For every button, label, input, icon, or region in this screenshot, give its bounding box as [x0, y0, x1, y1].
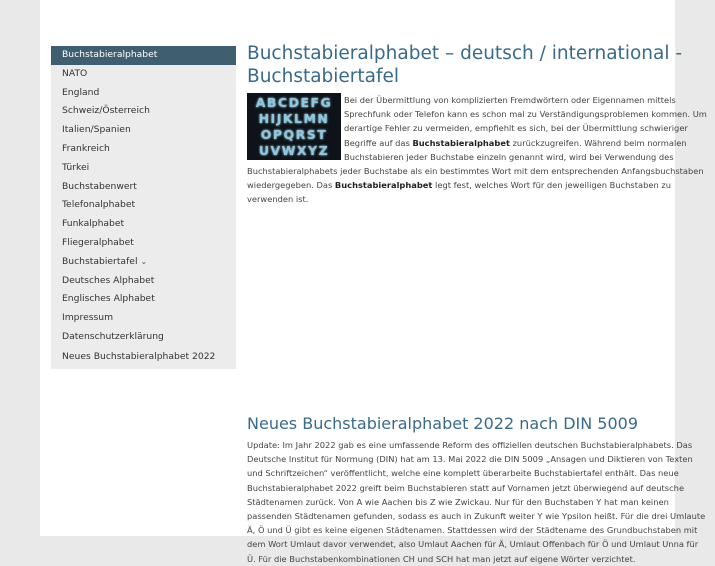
sidebar-item-label: England — [62, 86, 100, 98]
page-title: Buchstabieralphabet – deutsch / international - Buchstabiertafel — [247, 43, 683, 87]
intro-bold-1: Buchstabieralphabet — [412, 137, 510, 148]
sidebar-item-label: Schweiz/Österreich — [62, 105, 150, 117]
page-container — [40, 0, 707, 564]
section-title: Neues Buchstabieralphabet 2022 nach DIN 5009 — [247, 414, 639, 433]
sidebar-item-label: Buchstabiertafel — [62, 255, 138, 267]
sidebar-item-label: Italien/Spanien — [62, 124, 131, 136]
sidebar-item-deutsches-alphabet[interactable] — [51, 272, 236, 291]
sidebar-item-label: Datenschutzerklärung — [62, 330, 164, 342]
sidebar-item-buchstabieralphabet[interactable] — [51, 46, 236, 65]
sidebar-item-label: Türkei — [62, 161, 90, 173]
sidebar-item-label: Neues Buchstabieralphabet 2022 — [62, 350, 216, 362]
sidebar-item-italien-spanien[interactable] — [51, 121, 236, 140]
alphabet-image-row: OPQRST — [260, 127, 328, 143]
sidebar-item-buchstabenwert[interactable] — [51, 178, 236, 197]
section-din-5009 — [247, 414, 707, 566]
sidebar-item-impressum[interactable] — [51, 309, 236, 328]
sidebar-item-label: Frankreich — [62, 142, 110, 154]
sidebar-item-label: Englisches Alphabet — [62, 293, 155, 305]
sidebar-item-schweiz-oesterreich[interactable] — [51, 102, 236, 121]
intro-text-2: zurückzugreifen. Während beim normalen Buchstabieren jeder Buchstabe einzeln genannt wird, wird bei Verwendung des Buchstabieralphabets jeder Buchstabe als ein bestimmtes Wort mit dem entsprechenden Anfangsbuchstaben wiedergegeben. Das — [247, 137, 704, 191]
sidebar-item-buchstabiertafel[interactable] — [51, 253, 236, 272]
sidebar-item-englisches-alphabet[interactable] — [51, 290, 236, 309]
sidebar-item-label: Telefonalphabet — [62, 199, 136, 211]
sidebar-item-label: NATO — [62, 67, 88, 79]
sidebar-item-datenschutzerklaerung[interactable] — [51, 328, 236, 347]
intro-text-1: Bei der Übermittlung von komplizierten Fremdwörtern oder Eigennamen mittels Sprechfunk oder Telefon kann es schon mal zu Verständigungsproblemen kommen. Um derartige Fehler zu vermeiden, empfiehlt es sich, bei der Übermittlung schwieriger Begriffe auf das — [344, 95, 707, 148]
section-paragraph: Update: Im Jahr 2022 gab es eine umfassende Reform des offiziellen deutschen Buchstabieralphabets. Das Deutsche Institut für Normung (DIN) hat am 13. Mai 2022 die DIN 5009 „Ansagen und Diktieren von Texten und Schriftzeichen“ veröffentlicht, welche eine komplett überarbeite Buchstabiertafel enthält. Das neue Buchstabieralphabet 2022 greift beim Buchstabieren statt auf Vornamen jetzt überwiegend auf deutsche Städtenamen zurück. Von A wie Aachen bis Z wie Zwickau. Nur für den Buchstaben Y hat man keinen passenden Städtenamen gefunden, sodass es auch in Zukunft weiter Y wie Ypsilon heißt. Für die drei Umlaute Ä, Ö und Ü gibt es keine eigenen Städtenamen. Stattdessen wird der Städtename des Grundbuchstaben mit dem Wort Umlaut davor verwendet, also Umlaut Aachen für Ä, Umlaut Offenbach für Ö und Umlaut Unna für Ü. Für die Buchstabenkombinationen CH und SCH hat man jetzt auf eigene Wörter verzichtet. — [247, 440, 706, 564]
alphabet-image-row: HIJKLMN — [258, 110, 330, 126]
sidebar-item-telefonalphabet[interactable] — [51, 196, 236, 215]
sidebar-item-funkalphabet[interactable] — [51, 215, 236, 234]
sidebar-item-label: Buchstabieralphabet — [62, 49, 158, 60]
sidebar-item-label: Funkalphabet — [62, 218, 125, 230]
sidebar-item-neues-buchstabieralphabet-2022[interactable] — [51, 347, 236, 367]
sidebar-item-label: Impressum — [62, 312, 114, 324]
sidebar-item-fliegeralphabet[interactable] — [51, 234, 236, 253]
intro-text-3: legt fest, welches Wort für den jeweiligen Buchstaben zu verwenden ist. — [247, 180, 671, 205]
sidebar-item-england[interactable] — [51, 84, 236, 103]
intro-bold-2: Buchstabieralphabet — [334, 180, 433, 191]
sidebar-item-label: Deutsches Alphabet — [62, 274, 155, 286]
sidebar-item-nato[interactable] — [51, 65, 236, 84]
alphabet-image-row: UVWXYZ — [258, 143, 330, 159]
sidebar-item-label: Buchstabenwert — [62, 180, 137, 192]
main-content — [247, 42, 707, 564]
alphabet-letters-image — [247, 93, 341, 160]
alphabet-image-row: ABCDEFG — [255, 94, 333, 110]
intro-section — [247, 93, 707, 207]
sidebar-item-tuerkei[interactable] — [51, 159, 236, 178]
sidebar-item-label: Fliegeralphabet — [62, 236, 134, 248]
sidebar-nav — [51, 46, 236, 369]
chevron-down-icon[interactable]: ⌄ — [140, 256, 148, 266]
sidebar-item-frankreich[interactable] — [51, 140, 236, 159]
